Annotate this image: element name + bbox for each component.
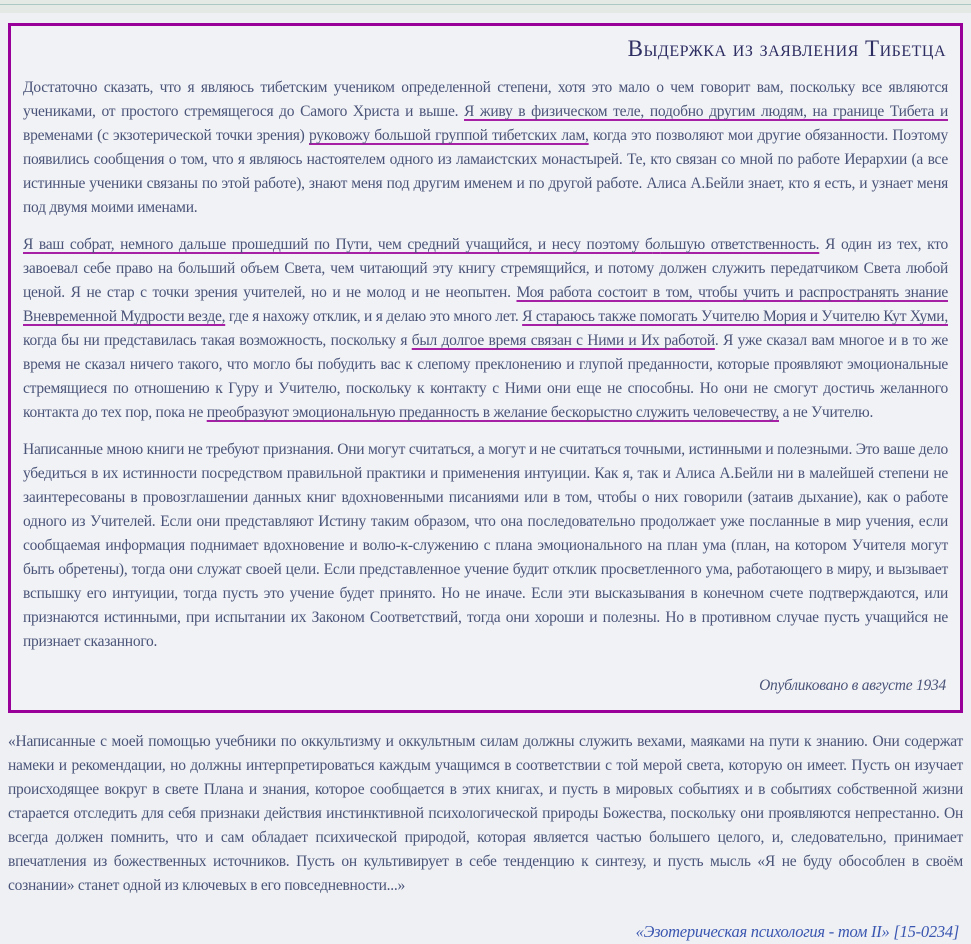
published-note: Опубликовано в августе 1934 xyxy=(759,677,946,694)
underlined-phrase: Я стараюсь также помогать Учителю Мория и Учителю Кут Хуми, xyxy=(522,308,948,325)
citation-code: [15-0234] xyxy=(893,922,959,941)
text-segment: когда это позволяют мои другие обязанности. Поэтому появились сообщения о том, что я являюсь настоятелем одного из ламаистских монастырей. Те, кто связан со мной по работе Иерархии (а все истинные ученики связаны по этой работе), знают меня под другим именем и по другой работе. Алиса А.Бейли знает, кто я есть, и узнает меня под двумя моими именами. xyxy=(23,127,948,216)
citation-book-link[interactable]: «Эзотерическая психология - том II» xyxy=(635,922,890,941)
citation-line xyxy=(8,920,959,944)
text-segment: Я один из тех, кто завоевал себе право на больший объем Света, чем читающий эту книгу стремящийся, и потому должен служить передатчиком Света любой ценой. Я не стар с точки зрения учителей, но и не молод и не неопытен. xyxy=(23,236,948,301)
page-top-strip xyxy=(0,0,971,13)
underlined-phrase: Моя работа состоит в том, чтобы учить и распространять знание Вневременной Мудрости везде, xyxy=(23,284,948,325)
statement-paragraph xyxy=(23,233,948,425)
quote-paragraph: «Написанные с моей помощью учебники по оккультизму и оккультным силам должны служить вехами, маяками на пути к знанию. Они содержат намеки и рекомендации, но должны интерпретироваться каждым учащимся в соответствии с той мерой света, которую он имеет. Пусть он изучает происходящее вокруг в свете Плана и знания, которое сообщается в этих книгах, и пусть в мировых событиях и в событиях собственной жизни старается отследить для себя признаки действия инстинктивной психологической природы Божества, поскольку они проявляются непрестанно. Он всегда должен помнить, что и сам обладает психической природой, которая является частью большего целого, и, следовательно, принимает впечатления из божественных источников. Пусть он культивирует в себе тенденцию к синтезу, и пусть мысль «Я не буду обособлен в своём сознании» станет одной из ключевых в его повседневности...» xyxy=(8,733,963,894)
quote-section xyxy=(8,730,963,944)
underlined-phrase: преобразуют эмоциональную преданность в желание бескорыстно служить человечеству, xyxy=(206,404,779,421)
text-segment: Достаточно сказать, что я являюсь тибетским учеником определенной степени, хотя это мало о чем говорит вам, поскольку все являются учениками, от простого стремящегося до Самого Христа и выше. xyxy=(23,79,948,120)
statement-box xyxy=(8,23,963,713)
statement-paragraph xyxy=(23,438,948,654)
text-segment: временами (с экзотерической точки зрения) xyxy=(23,127,309,144)
underlined-phrase: руковожу большой группой тибетских лам, xyxy=(309,127,589,144)
content-area xyxy=(0,23,971,944)
underlined-phrase: Я живу в физическом теле, подобно другим людям, на границе Тибета и xyxy=(464,103,948,120)
text-segment: . Я уже сказал вам многое и в то же время не сказал ничего такого, что могло бы побудить вас к слепому преклонению и глупой преданности, которые проявляют эмоциональные стремящиеся по отношению к Гуру и Учителю, поскольку к контакту с Ними они еще не способны. Но они не смогут достичь желанного контакта до тех пор, пока не xyxy=(23,332,948,421)
underlined-phrase: Я ваш собрат, немного дальше прошедший по Пути, чем средний учащийся, и несу поэтому б xyxy=(23,236,653,253)
underlined-phrase: льшую ответственность. xyxy=(660,236,820,253)
text-segment: где я нахожу отклик, и я делаю это много лет. xyxy=(225,308,523,325)
text-segment: когда бы ни представилась такая возможность, поскольку я xyxy=(23,332,412,349)
page-title: Выдержка из заявления Тибетца xyxy=(627,36,946,61)
underlined-phrase: был долгое время связан с Ними и Их работой xyxy=(411,332,715,349)
statement-paragraph xyxy=(23,76,948,220)
statement-paragraphs xyxy=(23,76,948,654)
underlined-phrase: о xyxy=(652,236,661,253)
text-segment: Написанные мною книги не требуют признания. Они могут считаться, а могут и не считаться точными, истинными и полезными. Это ваше дело убедиться в их истинности посредством правильной практики и применения интуиции. Как я, так и Алиса А.Бейли ни в малейшей степени не заинтересованы в провозглашении данных книг вдохновенными писаниями или в том, чтобы о них говорили (затаив дыхание), как о работе одного из Учителей. Если они представляют Истину таким образом, что она последовательно продолжает уже посланные в мир учения, если сообщаемая информация поднимает вдохновение и волю-к-служению с плана эмоционального на план ума (план, на котором Учителя могут быть обретены), тогда они служат своей цели. Если представленное учение будит отклик просветленного ума, работающего в миру, и вызывает вспышку его интуиции, тогда пусть это учение будет принято. Но не иначе. Если эти высказывания в конечном счете подтверждаются, или признаются истинными, при испытании их Законом Соответствий, тогда они хороши и полезны. Но в противном случае пусть учащийся не признает сказанного. xyxy=(23,441,948,650)
text-segment: а не Учителю. xyxy=(779,404,874,421)
